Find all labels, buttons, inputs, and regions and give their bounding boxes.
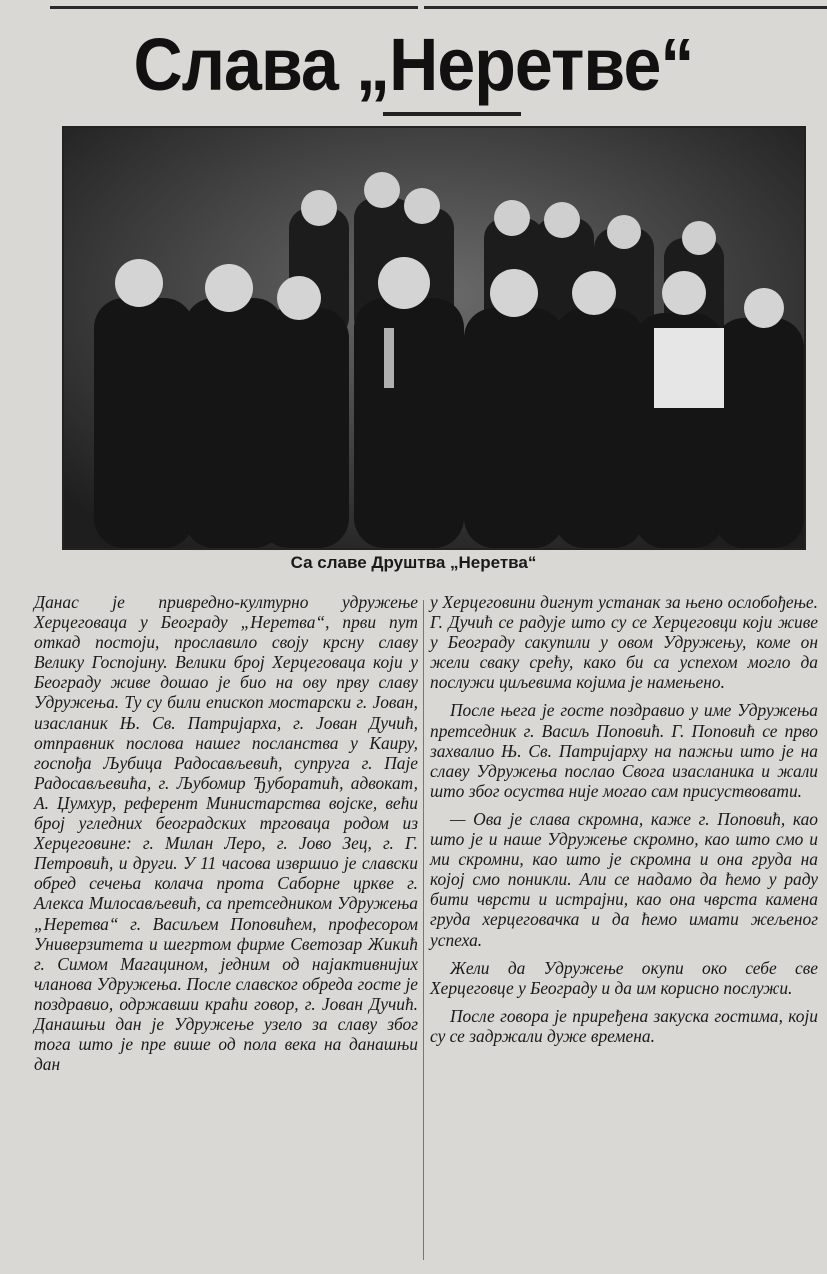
right-column: [430, 592, 818, 1046]
column-divider: [423, 600, 424, 1260]
right-paragraph-4: Жели да Удружење окупи око себе све Херцеговце у Београду и да им корисно послужи.: [430, 957, 818, 998]
right-paragraph-1: у Херцеговини дигнут устанак за њено ослобођење. Г. Дучић се радује што су се Херцеговци који живе у Београду сакупили у овом Удружењу, коме он жели сваку срећу, како би са успехом могло да послужи циљевима којима је намењено.: [430, 592, 818, 693]
left-paragraph-1: Данас је привредно-културно удружење Херцеговаца у Београду „Неретва“, први пут откад постоји, прославило своју крсну славу Велику Госпојину. Велики број Херцеговаца који у Београду живе дошао је био на ову прву славу Удружења. Ту су били епископ мостарски г. Јован, изасланик Њ. Св. Патријарха, г. Јован Дучић, отправник послова нашег посланства у Каиру, госпођа Љубица Радосављевић, супруга г. Паје Радосављевића, г. Љубомир Ђуборатић, адвокат, А. Џумхур, референт Министарства војске, већи број угледних београдских трговаца родом из Херцеговине: г. Милан Леро, г. Јово Зец, г. Г. Петровић, и други. У 11 часова извршио је славски обред сечења колача прота Саборне цркве г. Алекса Милосављевић, са претседником Удружења „Неретва“ г. Васиљем Поповићем, професором Универзитета и шегртом фирме Светозар Жикић г. Симом Магацином, једним од најактивнијих чланова Удружења. После славског обреда госте је поздравио, одржавши краћи говор, г. Јован Дучић. Данашњи дан је Удружење узело за славу због тога што је пре више од пола века на данашњи дан: [34, 592, 418, 1075]
right-paragraph-2: После њега је госте поздравио у име Удружења претседник г. Васиљ Поповић. Г. Поповић се прво захвалио Њ. Св. Патријарху на пажњи што је на славу Удружења послао Свога изасланика и жали што због осуства није могао сам присуствовати.: [430, 700, 818, 801]
headline: Слава „Неретве“: [133, 23, 694, 106]
left-column: [34, 592, 418, 1074]
headline-underline: [383, 112, 521, 116]
top-rule-gap: [418, 0, 424, 12]
right-paragraph-3: — Ова је слава скромна, каже г. Поповић, као што је и наше Удружење скромно, као што смо и ми скромни, као што је скромна и она груда на којој смо поникли. Али се надамо да ћемо у раду бити чврсти и истрајни, као она чврста камена груда херцеговачка и да ћемо имати жељеног успеха.: [430, 808, 818, 950]
group-photo: [62, 126, 806, 550]
right-paragraph-5: После говора је приређена закуска гостима, који су се задржали дуже времена.: [430, 1005, 818, 1046]
top-rule: [50, 6, 827, 9]
photo-caption: Са славе Друштва „Неретва“: [290, 553, 537, 572]
group-photo-illustration: [64, 128, 804, 548]
